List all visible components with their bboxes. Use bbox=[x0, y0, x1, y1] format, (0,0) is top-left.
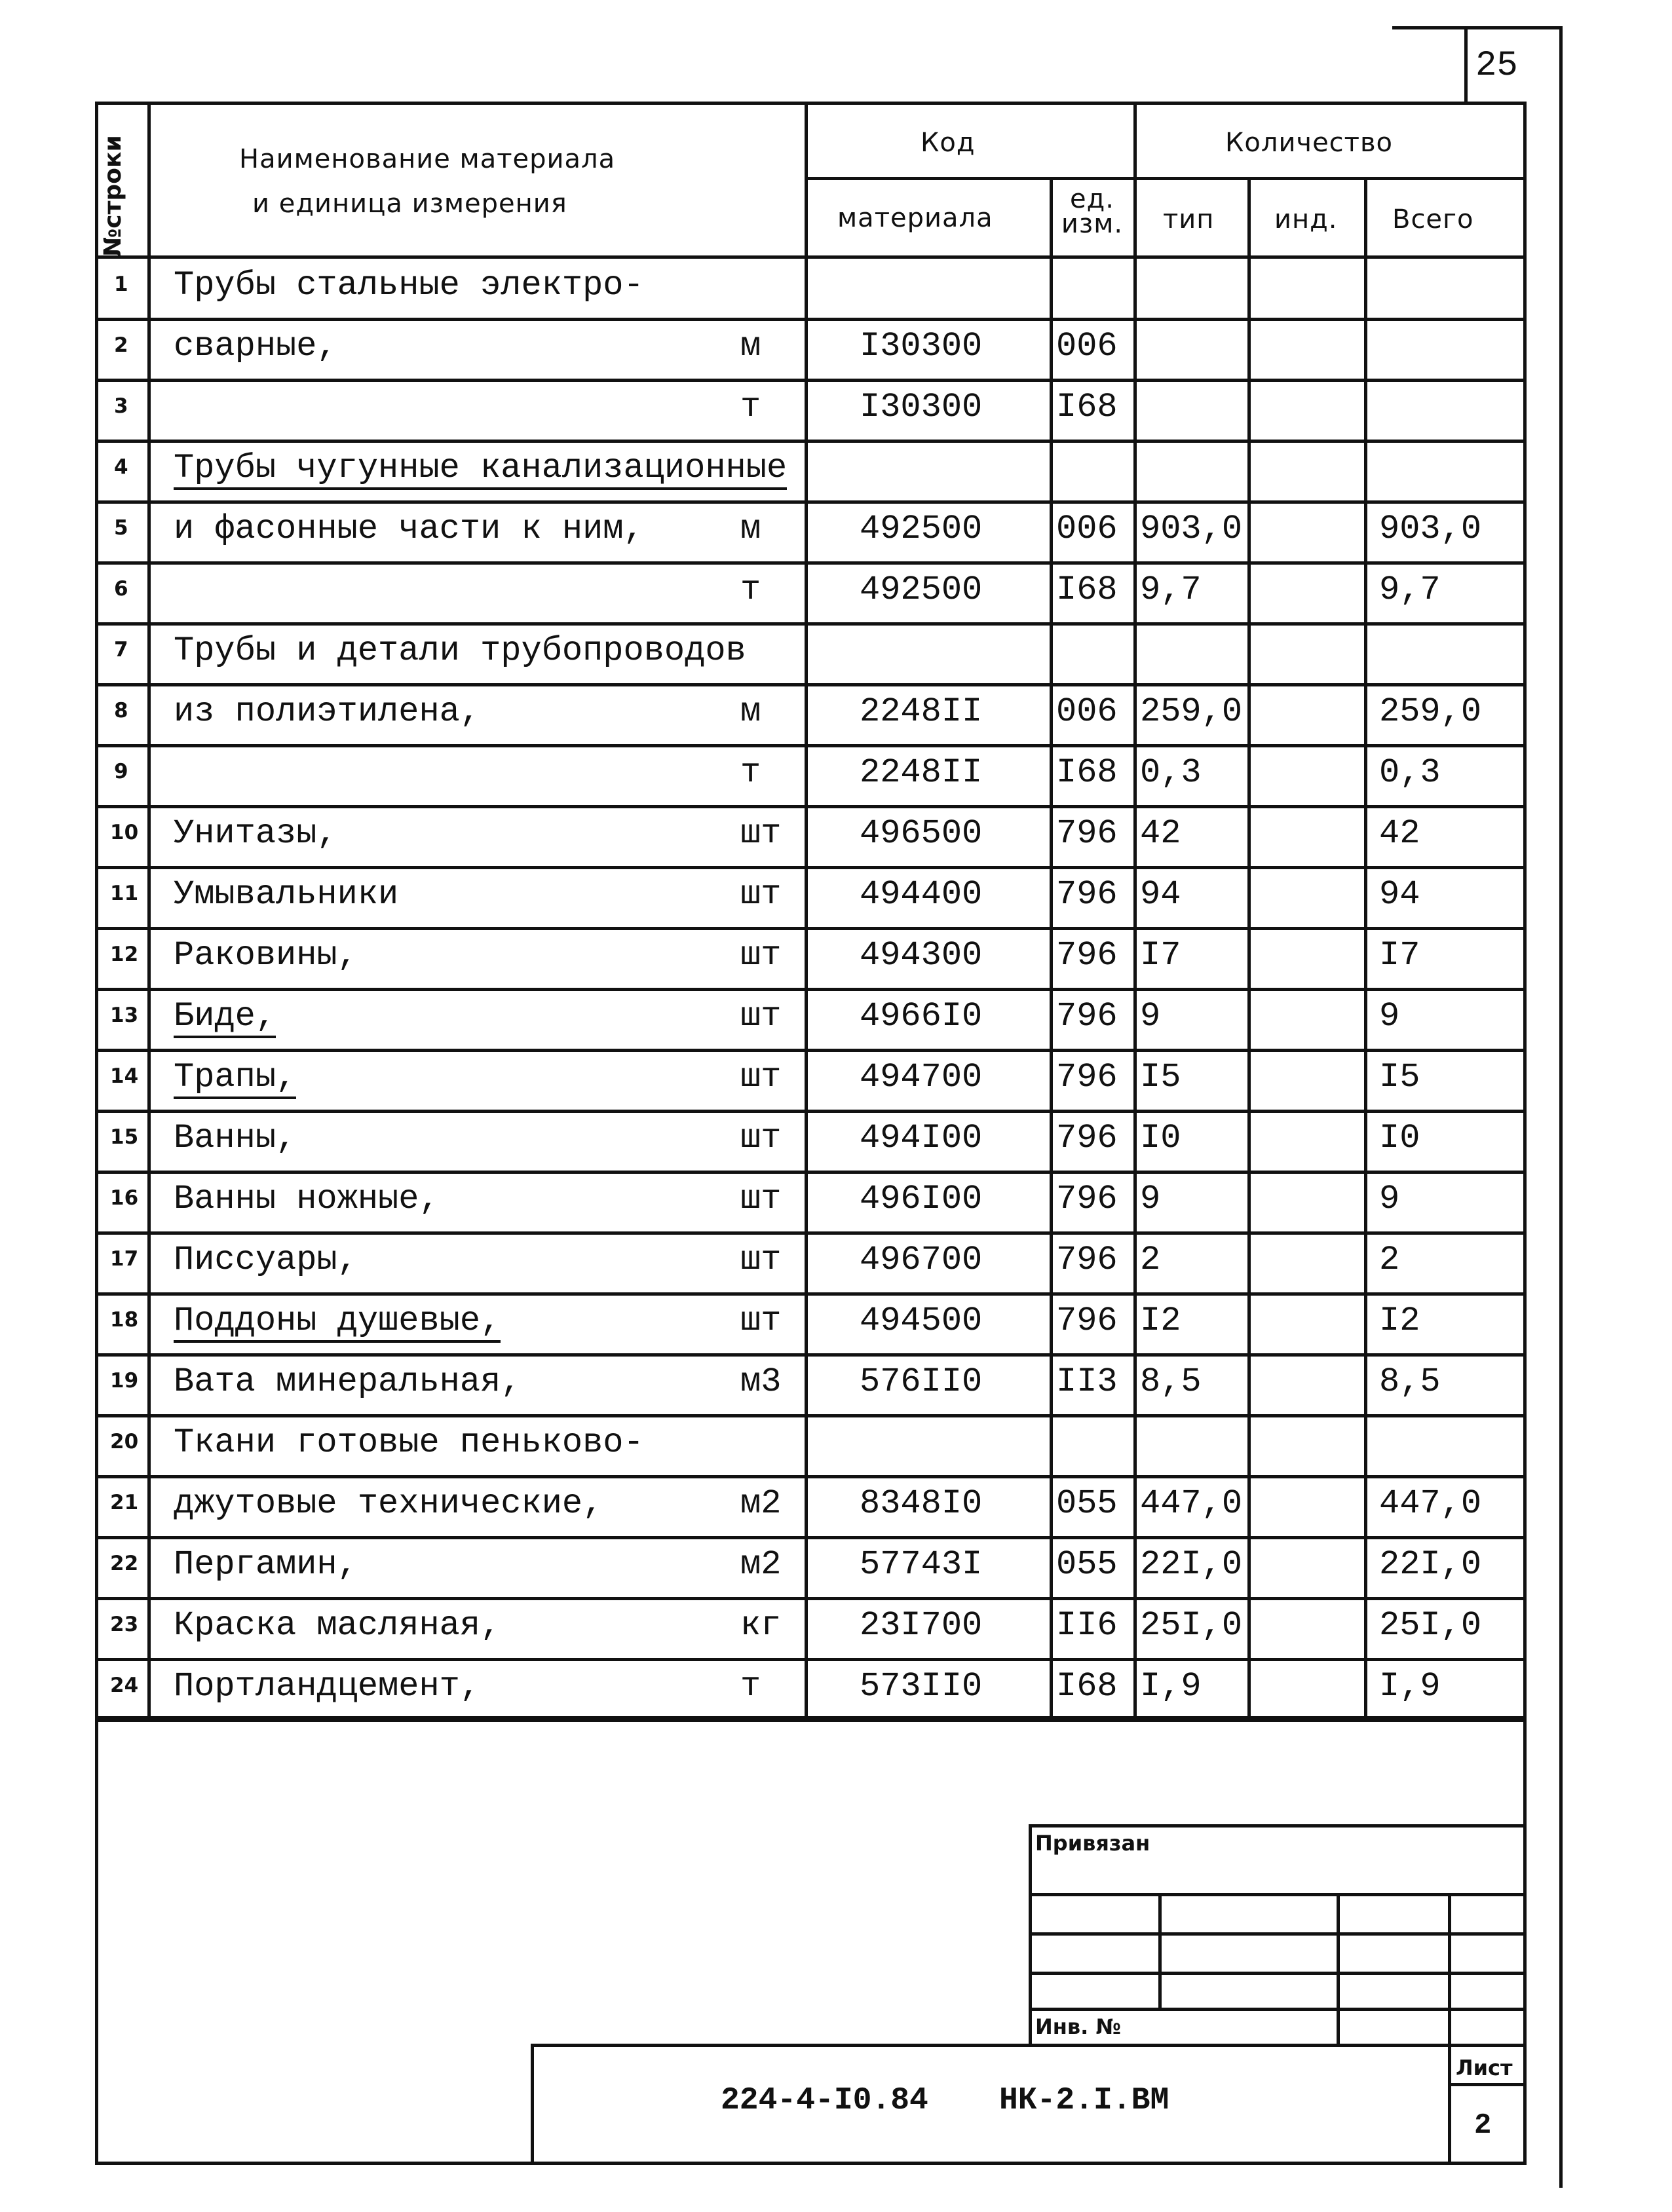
unit-label: м2 bbox=[740, 1484, 782, 1523]
material-code: 2248II bbox=[860, 692, 983, 731]
material-name: джутовые технические, bbox=[174, 1484, 603, 1523]
row-number: 17 bbox=[110, 1247, 139, 1271]
material-name: сварные, bbox=[174, 327, 337, 366]
unit-code: 796 bbox=[1056, 936, 1118, 975]
quantity-type: 25I,0 bbox=[1140, 1606, 1243, 1645]
quantity-total: I7 bbox=[1379, 936, 1420, 975]
quantity-type: I2 bbox=[1140, 1302, 1181, 1340]
row-number: 21 bbox=[110, 1491, 139, 1514]
material-code: 576II0 bbox=[860, 1362, 983, 1401]
row-number: 1 bbox=[114, 272, 128, 296]
quantity-total: 903,0 bbox=[1379, 510, 1482, 548]
material-name: Трубы и детали трубопроводов bbox=[174, 631, 746, 670]
row-number: 8 bbox=[114, 699, 128, 722]
document-code: 224-4-I0.84 bbox=[721, 2083, 928, 2118]
unit-label: м2 bbox=[740, 1545, 782, 1584]
material-name: Раковины, bbox=[174, 936, 358, 975]
unit-code: 796 bbox=[1056, 1241, 1118, 1279]
ind-header: инд. bbox=[1274, 204, 1338, 234]
total-header: Всего bbox=[1392, 204, 1474, 234]
quantity-total: I5 bbox=[1379, 1058, 1420, 1097]
unit-code: 055 bbox=[1056, 1484, 1118, 1523]
quantity-total: I,9 bbox=[1379, 1667, 1441, 1706]
code-header: Код bbox=[921, 128, 976, 158]
unit-code: 796 bbox=[1056, 1119, 1118, 1157]
material-name: Поддоны душевые, bbox=[174, 1302, 501, 1343]
unit-label: шт bbox=[740, 1302, 782, 1340]
row-number: 19 bbox=[110, 1369, 139, 1393]
quantity-total: I2 bbox=[1379, 1302, 1420, 1340]
row-number: 2 bbox=[114, 333, 128, 357]
unit-label: т bbox=[740, 753, 761, 792]
unit-code: 796 bbox=[1056, 1180, 1118, 1218]
quantity-type: 2 bbox=[1140, 1241, 1161, 1279]
type-header: тип bbox=[1163, 204, 1215, 234]
row-number-header: №строки bbox=[100, 135, 126, 257]
quantity-type: 22I,0 bbox=[1140, 1545, 1243, 1584]
unit-code: II6 bbox=[1056, 1606, 1118, 1645]
unit-code: 796 bbox=[1056, 1302, 1118, 1340]
quantity-total: 9 bbox=[1379, 1180, 1400, 1218]
material-code: 496500 bbox=[860, 814, 983, 853]
quantity-total: 0,3 bbox=[1379, 753, 1441, 792]
row-number: 23 bbox=[110, 1613, 139, 1636]
row-number: 6 bbox=[114, 577, 128, 601]
material-name: Пергамин, bbox=[174, 1545, 358, 1584]
name-header-line1: Наименование материала bbox=[239, 144, 616, 174]
quantity-type: 9 bbox=[1140, 997, 1161, 1036]
material-name: Умывальники bbox=[174, 875, 399, 914]
row-number: 24 bbox=[110, 1674, 139, 1697]
quantity-type: I7 bbox=[1140, 936, 1181, 975]
quantity-header: Количество bbox=[1225, 128, 1394, 158]
bound-label: Привязан bbox=[1035, 1831, 1150, 1856]
sheet-label: Лист bbox=[1456, 2055, 1513, 2080]
unit-label: м bbox=[740, 692, 761, 731]
unit-code: I68 bbox=[1056, 571, 1118, 609]
material-name: и фасонные части к ним, bbox=[174, 510, 644, 548]
unit-code: 006 bbox=[1056, 692, 1118, 731]
material-name: Унитазы, bbox=[174, 814, 337, 853]
material-code: 2248II bbox=[860, 753, 983, 792]
quantity-type: 8,5 bbox=[1140, 1362, 1202, 1401]
quantity-total: 22I,0 bbox=[1379, 1545, 1482, 1584]
quantity-total: 447,0 bbox=[1379, 1484, 1482, 1523]
unit-label: шт bbox=[740, 997, 782, 1036]
quantity-type: 903,0 bbox=[1140, 510, 1243, 548]
unit-label: т bbox=[740, 571, 761, 609]
material-name: Краска масляная, bbox=[174, 1606, 501, 1645]
page-number: 25 bbox=[1475, 46, 1518, 86]
material-name: Ванны ножные, bbox=[174, 1180, 440, 1218]
unit-code: 796 bbox=[1056, 814, 1118, 853]
quantity-type: 447,0 bbox=[1140, 1484, 1243, 1523]
row-number: 7 bbox=[114, 638, 128, 662]
quantity-total: 42 bbox=[1379, 814, 1420, 853]
material-name: из полиэтилена, bbox=[174, 692, 481, 731]
row-number: 22 bbox=[110, 1552, 139, 1575]
unit-code: 796 bbox=[1056, 997, 1118, 1036]
unit-label: кг bbox=[740, 1606, 782, 1645]
row-number: 3 bbox=[114, 394, 128, 418]
quantity-total: 8,5 bbox=[1379, 1362, 1441, 1401]
quantity-type: 259,0 bbox=[1140, 692, 1243, 731]
quantity-type: 9,7 bbox=[1140, 571, 1202, 609]
material-name: Трубы чугунные канализационные bbox=[174, 449, 787, 490]
unit-code: II3 bbox=[1056, 1362, 1118, 1401]
unit-label: т bbox=[740, 1667, 761, 1706]
row-number: 4 bbox=[114, 455, 128, 479]
quantity-type: 94 bbox=[1140, 875, 1181, 914]
sheet-number: 2 bbox=[1474, 2109, 1492, 2142]
material-code: 23I700 bbox=[860, 1606, 983, 1645]
material-name: Писсуары, bbox=[174, 1241, 358, 1279]
row-number: 13 bbox=[110, 1003, 139, 1027]
row-number: 16 bbox=[110, 1186, 139, 1210]
row-number: 12 bbox=[110, 943, 139, 966]
row-number: 11 bbox=[110, 882, 139, 905]
unit-label: шт bbox=[740, 1119, 782, 1157]
row-number: 14 bbox=[110, 1064, 139, 1088]
material-code: 8348I0 bbox=[860, 1484, 983, 1523]
unit-code: 006 bbox=[1056, 510, 1118, 548]
quantity-type: I5 bbox=[1140, 1058, 1181, 1097]
unit-label: т bbox=[740, 388, 761, 426]
material-name: Ткани готовые пеньково- bbox=[174, 1423, 644, 1462]
row-number: 20 bbox=[110, 1430, 139, 1453]
quantity-type: 0,3 bbox=[1140, 753, 1202, 792]
unit-code: 796 bbox=[1056, 1058, 1118, 1097]
row-number: 18 bbox=[110, 1308, 139, 1332]
inventory-label: Инв. № bbox=[1035, 2014, 1121, 2039]
material-code: 496700 bbox=[860, 1241, 983, 1279]
quantity-type: 9 bbox=[1140, 1180, 1161, 1218]
name-header-line2: и единица измерения bbox=[252, 189, 567, 219]
material-code: 492500 bbox=[860, 571, 983, 609]
unit-label: м bbox=[740, 327, 761, 366]
quantity-type: I,9 bbox=[1140, 1667, 1202, 1706]
row-number: 5 bbox=[114, 516, 128, 540]
material-code: 573II0 bbox=[860, 1667, 983, 1706]
code-unit-header: ед. изм. bbox=[1061, 184, 1124, 239]
quantity-type: I0 bbox=[1140, 1119, 1181, 1157]
quantity-total: 25I,0 bbox=[1379, 1606, 1482, 1645]
material-name: Трапы, bbox=[174, 1058, 296, 1099]
material-name: Вата минеральная, bbox=[174, 1362, 522, 1401]
unit-label: шт bbox=[740, 1180, 782, 1218]
quantity-total: 9 bbox=[1379, 997, 1400, 1036]
unit-label: шт bbox=[740, 1241, 782, 1279]
unit-label: м bbox=[740, 510, 761, 548]
unit-label: шт bbox=[740, 814, 782, 853]
unit-code: 006 bbox=[1056, 327, 1118, 366]
quantity-type: 42 bbox=[1140, 814, 1181, 853]
unit-code: 055 bbox=[1056, 1545, 1118, 1584]
material-code: I30300 bbox=[860, 327, 983, 366]
row-number: 10 bbox=[110, 821, 139, 844]
unit-label: шт bbox=[740, 875, 782, 914]
material-name: Портландцемент, bbox=[174, 1667, 481, 1706]
material-code: 492500 bbox=[860, 510, 983, 548]
material-name: Биде, bbox=[174, 997, 276, 1038]
document-mark: НК-2.I.ВМ bbox=[999, 2083, 1169, 2118]
code-material-header: материала bbox=[837, 203, 993, 233]
material-name: Ванны, bbox=[174, 1119, 297, 1157]
quantity-total: I0 bbox=[1379, 1119, 1420, 1157]
unit-code: I68 bbox=[1056, 753, 1118, 792]
row-number: 15 bbox=[110, 1125, 139, 1149]
quantity-total: 9,7 bbox=[1379, 571, 1441, 609]
material-code: 494700 bbox=[860, 1058, 983, 1097]
material-code: 494400 bbox=[860, 875, 983, 914]
material-code: 494300 bbox=[860, 936, 983, 975]
unit-code: 796 bbox=[1056, 875, 1118, 914]
quantity-total: 94 bbox=[1379, 875, 1420, 914]
row-number: 9 bbox=[114, 760, 128, 783]
quantity-total: 259,0 bbox=[1379, 692, 1482, 731]
material-code: 494500 bbox=[860, 1302, 983, 1340]
material-code: 57743I bbox=[860, 1545, 983, 1584]
unit-code: I68 bbox=[1056, 1667, 1118, 1706]
material-code: I30300 bbox=[860, 388, 983, 426]
quantity-total: 2 bbox=[1379, 1241, 1400, 1279]
material-code: 494I00 bbox=[860, 1119, 983, 1157]
unit-code: I68 bbox=[1056, 388, 1118, 426]
unit-label: м3 bbox=[740, 1362, 782, 1401]
unit-label: шт bbox=[740, 1058, 782, 1097]
material-code: 4966I0 bbox=[860, 997, 983, 1036]
unit-label: шт bbox=[740, 936, 782, 975]
material-name: Трубы стальные электро- bbox=[174, 266, 644, 305]
material-code: 496I00 bbox=[860, 1180, 983, 1218]
